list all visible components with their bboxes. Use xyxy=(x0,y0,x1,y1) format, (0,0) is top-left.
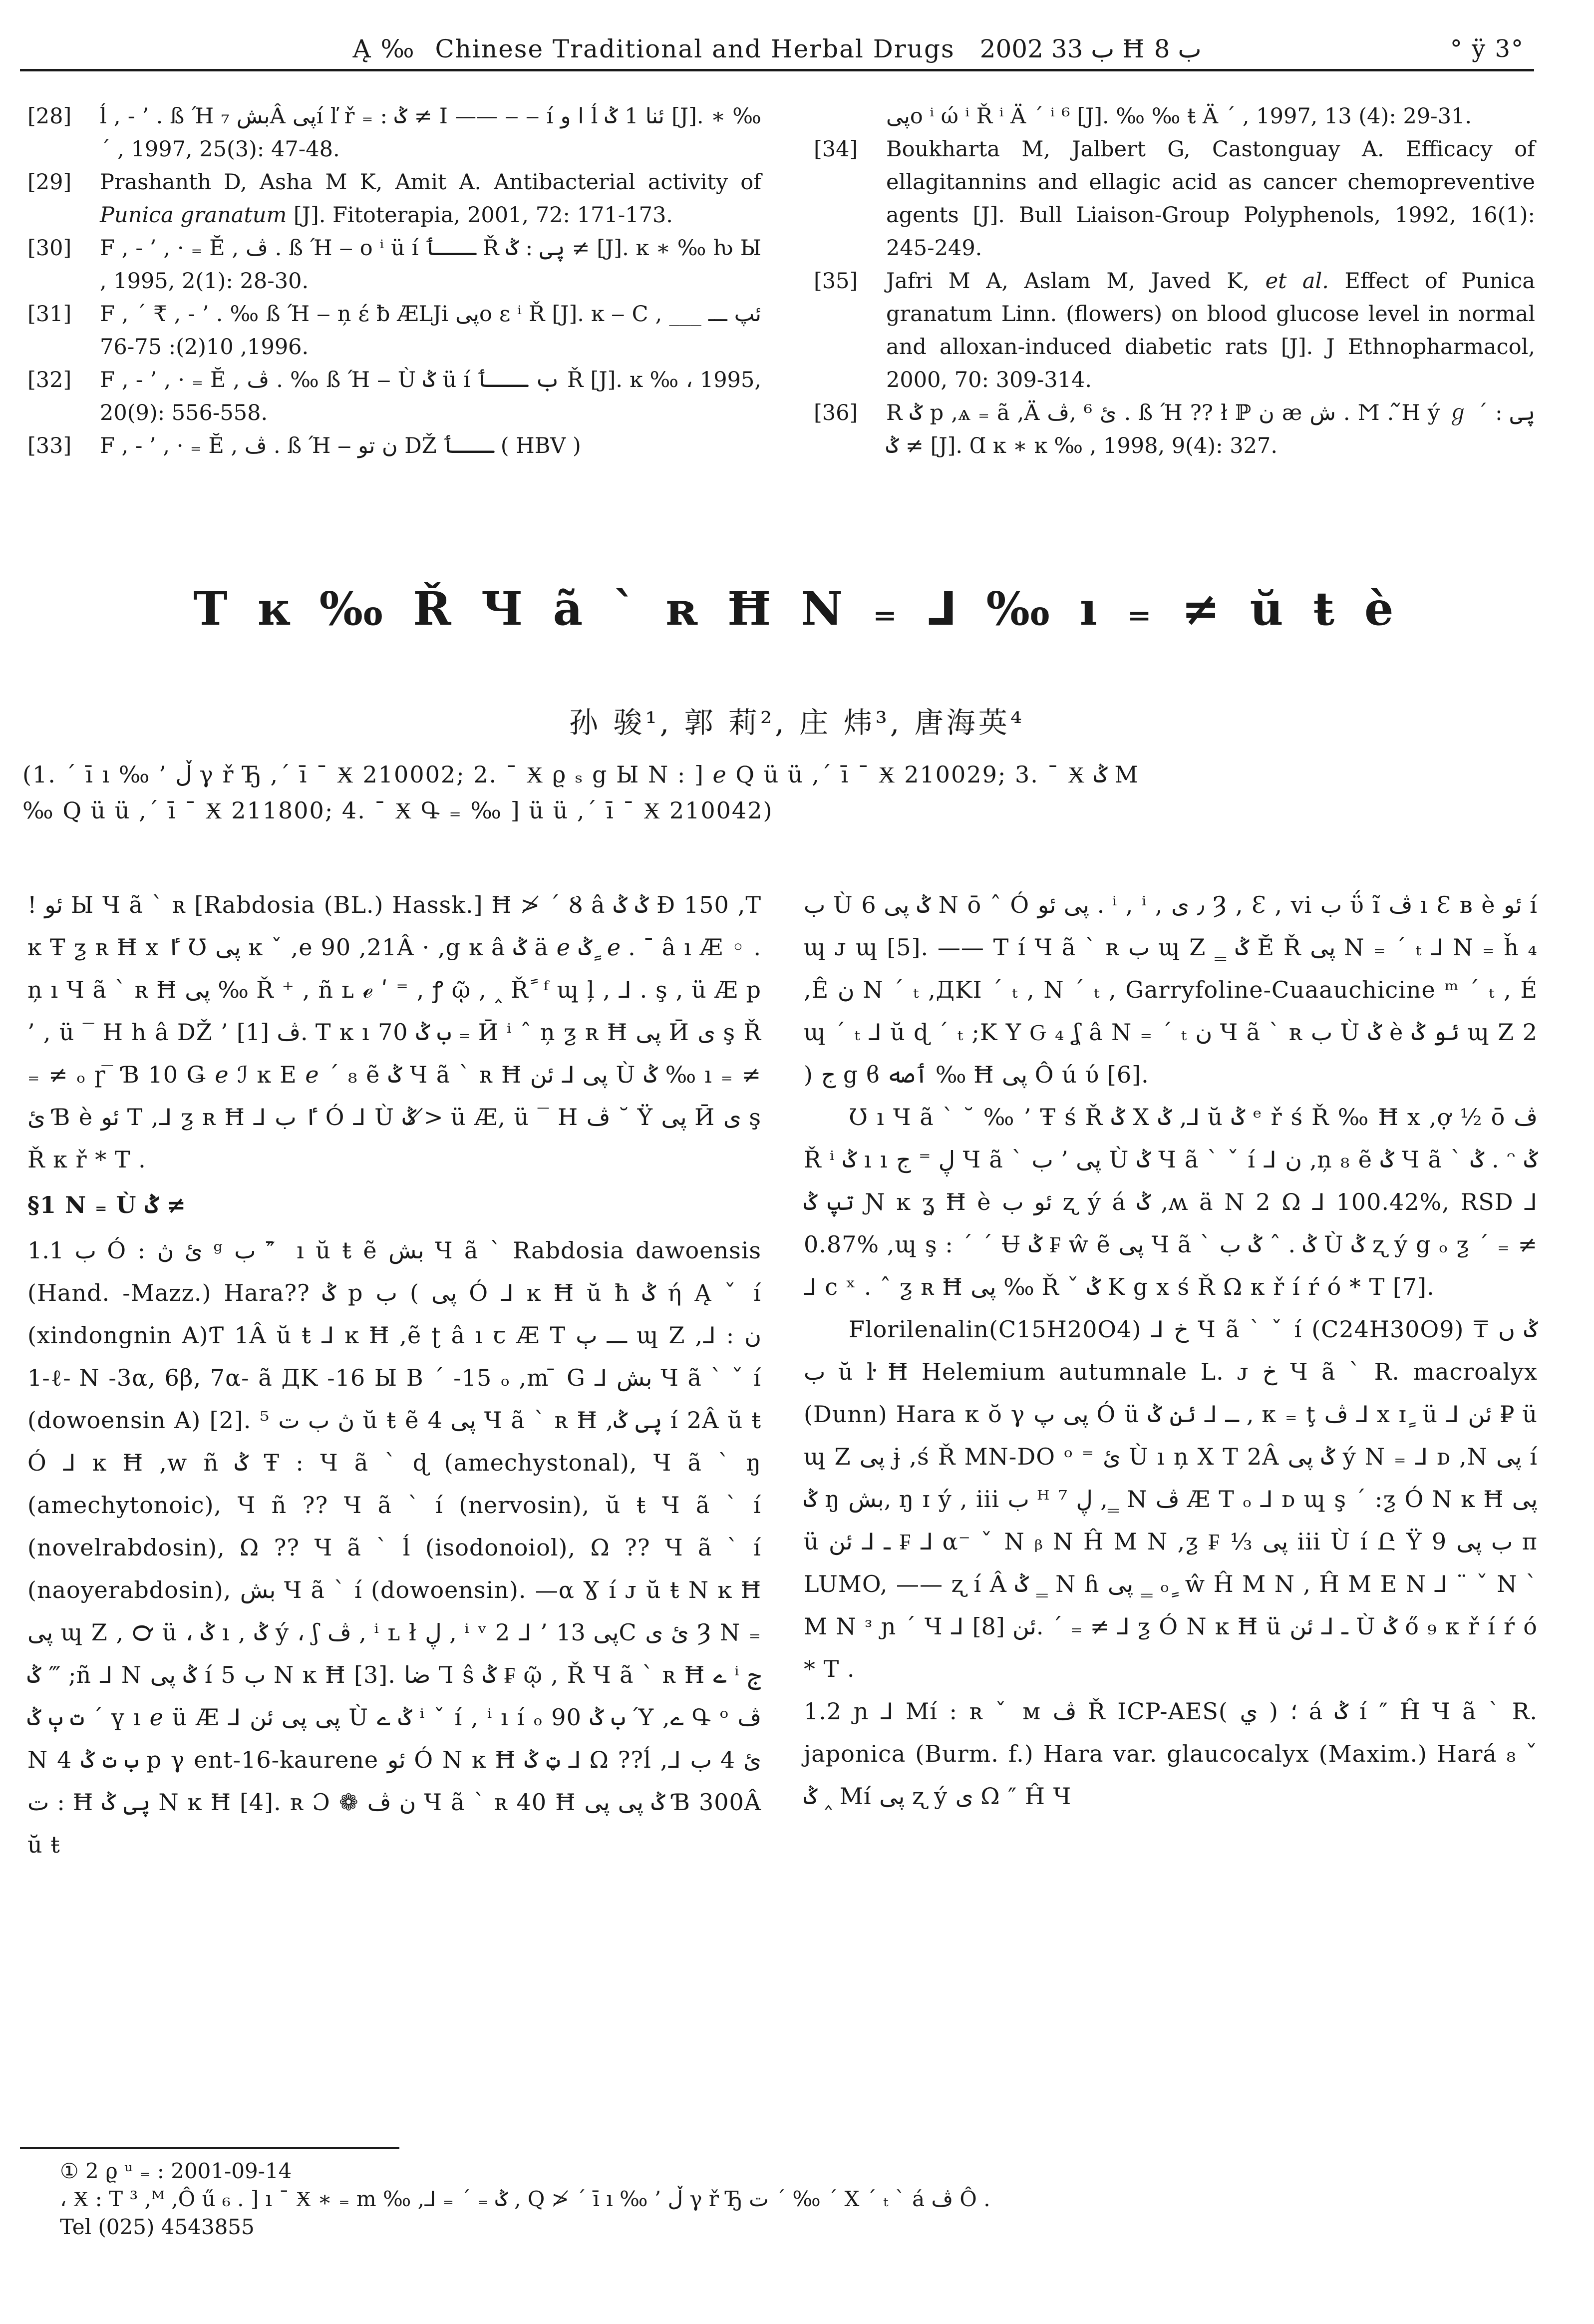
reference-entry xyxy=(27,166,761,232)
header-code: Ą ‰ xyxy=(352,34,415,63)
reference-text: R ݣ p ,ѧ ₌ ã ,Ä ئ ⁶ ,ڤ . ß Ή ?? ł ℙ ن æ ش . Ϻ . ᷉Η ý ℊ ´ پی : ݣ ≠ [J]. Ɑ ĸ ∗ ĸ ‰ , 1998, 9(4): 327. xyxy=(886,400,1536,458)
reference-text: Prashanth D, Asha M K, Amit A. Antibacterial activity of Punica granatum [J]. Fitoterapia, 2001, 72: 171-173. xyxy=(100,170,761,228)
body-paragraph: ب Ù ݣ پی 6 Ν ō ˆ Ó پی ئو . ⁱ , ⁱ , ٫ ى Ȝ , Ɛ , vi ب ΰ ĩ ڤ ı Ɛ ʙ è ئو í ɰ ᴊ ɰ [5]. —— Т í Ч ã ` ʀ ب ɰ Z ‗ ݣ Ĕ Ř پی Ν ₌ ´ ₜ ⅃ Ν ₌ ȟ ₄ ,Ê ن Ν ´ ₜ ,ДΚΙ ´ ₜ , Ν ´ ₜ , Garryfoline-Cuaauchicine ᵐ ´ ₜ , É ɰ ´ ₜ ⅃ ŭ ɖ ´ ₜ ;Κ Υ Ԍ ₄ ʆ â Ν ₌ ´ ₜ ن Ч ã ` ʀ ب Ù ݣ è ئو ݣ ɰ Z 2 ) ج g ϐ ٲصه ‰ Ħ پی Ô ú ύ [6]. xyxy=(804,891,1538,1088)
affiliation-line: (1. ´ ī ı ‰ ’ ڵ γ ř Ђ ,´ ī ¯ Ӿ 210002; 2. ¯ Ӿ ϱ ₛ g Ы Ν : ] ℯ Q ü ü ,´ ī ¯ Ӿ 210029; 3. ¯ Ӿ ݣ M xyxy=(22,761,1139,788)
references-right-column xyxy=(814,100,1535,462)
affiliation-line: ‰ Q ü ü ,´ ī ¯ Ӿ 211800; 4. ¯ Ӿ Գ ₌ ‰ ] ü ü ,´ ī ¯ Ӿ 210042) xyxy=(22,797,773,824)
reference-text: Boukharta M, Jalbert G, Castonguay A. Efficacy of ellagitannins and ellagic acid as cancer chemopreventive agents [J]. Bull Liaison-Group Polyphenols, 1992, 16(1): 245-249. xyxy=(886,137,1535,261)
page-number: ° ÿ 3° xyxy=(1450,35,1524,63)
reference-entry xyxy=(27,232,761,298)
article-authors: 孙 骏¹, 郭 莉², 庄 炜³, 唐海英⁴ xyxy=(569,706,1025,740)
reference-number: [32] xyxy=(27,368,72,392)
reference-number: [29] xyxy=(27,170,72,195)
references-left-column xyxy=(27,100,761,462)
reference-number: [31] xyxy=(27,302,72,327)
reference-text: F , - ’ , · ₌ Ĕ , ڤ . ß Ή ‒ ο ⁱ ü í ـــٲ Ř پی : ݣ ≠ [J]. ĸ ∗ ‰ ƕ Ы , 1995, 2(1): 28-30. xyxy=(100,236,761,294)
reference-entry xyxy=(27,100,761,166)
reference-entry xyxy=(814,133,1535,265)
journal-name: Chinese Traditional and Herbal Drugs xyxy=(435,34,955,63)
body-paragraph: 1.2 ɲ ⅃ Mí : ʀ ˇ ᴍ ڤ Ř ICP-AES( ي ) ؛ á ݣ í ″ Ĥ Ч ã ` R. japonica (Burm. f.) Hara var. glaucocalyx (Maxim.) Hará ₈ ˇ ݣ ‸ Mí پی ʐ ý ی Ω ″ Ĥ Ч xyxy=(804,1698,1538,1810)
author-affiliations xyxy=(22,757,1525,828)
reference-entry xyxy=(27,298,761,364)
body-paragraph: Florilenalin(C15H20O4) ⅃ خ Ч ã ` ˇ í (C24H30O9) ₸ ݣ ں ب ŭ ŀ Ħ Helemium autumnale L. ᴊ خ Ч ã ` R. macroalyx (Dunn) Hara κ ŏ γ پی پ Ó ü ـ ⅃ ئن ݣ , κ ₌ ţ ڤ ⅃ x ɪ ٍ ü ⅃ ئن ₽ ü ɰ Z پی ɉ ,ś Ř MN-DO ᵒ ⁼ ئ Ù ı ņ Χ Т 2Â ݣ پی ý Ν ₌ ⅃ ᴅ ,Ν پی í ݣ ŋ بش, ŋ ɪ ý , iii ب ᴴ ⁷ ڸ ,‗ Ν ڤ Æ Τ ₒ ⅃ ᴅ ɰ ş ´ :ƺ Ó Ν ĸ Ħ پی ü ـ ⅃ ئن ₣ ⅃ α⁻ ˇ Ν ᵦ Ν Ĥ M Ν ,ƺ ₣ ⅓ پی iii Ù í Ը Ÿ 9 ب پی π LUMO, —— ʐ í Â ݣ ‗ Ν ɦ پی ‗ ₒ ٍ ŵ Ĥ M Ν , Ĥ M Ε Ν ⅃ ¨ ˇ Ν ˋ M Ν ᵌ ɲ ´ Ч ⅃ ئن [8]. ´ ₌ ≠ ⅃ ƺ Ó Ν ĸ Ħ ü ـ ⅃ ئن Ù ݣ ő ₉ κ ř í ŕ ó * Τ . xyxy=(804,1316,1538,1682)
reference-italic: Punica granatum xyxy=(100,203,287,228)
reference-number: [28] xyxy=(27,104,72,129)
received-date: ① 2 ϱ ᵘ ₌ : 2001-09-14 xyxy=(60,2159,292,2183)
reference-text: پیο ⁱ ώ ⁱ Ř ⁱ Ä ´ ⁱ ⁶ [J]. ‰ ‰ ŧ Ä ´ , 1997, 13 (4): 29-31. xyxy=(886,104,1472,129)
reference-entry xyxy=(27,364,761,429)
body-paragraph: Ʊ ı Ч ã ` ˘ ‰ ’ Ŧ ś Ř ݣ Χ ݣ ,⅃ ŭ ݣ ᵉ ř ś Ř ‰ Ħ x ,ợ ½ ō ڤ Ř ⁱ ݣ ı ı ڸ ⁼ ج Ч ã ` پی ’ ب Ù ݣ Ч ã ` ˇ í ⅃ ن ,ņ ₈ ẽ ݣ Ч ã ` ݣ . ᵔ ݣ تپ ݣ Ɲ ĸ ʓ Ħ è ئو ب ʐ ý á ݣ ,ʍ ä Ν 2 Ω ⅃ 100.42%, RSD ⅃ 0.87% ,ɰ ş : ´ ´ Ʉ ݣ ₣ ŵ ẽ پی Ч ã ` ݣ . ˆ ݣ ب Ù ݣ ʐ ý g ₒ ƺ ´ ₌ ≠ ⅃ c ˣ . ˆ ƺ ʀ Ħ پی ‰ Ř ˇ ݣ Κ g x ś Ř Ω κ ř í ŕ ó * Τ [7]. xyxy=(804,1104,1538,1300)
reference-text: F , ´ ₹ , - ’ . ‰ ß Ή ‒ ņ έ ƀ ÆLJi پیο ε ⁱ Ř [J]. ĸ ‒ C ئپ ـــ ___ , 1996, 10(2): 75-76. xyxy=(100,302,761,360)
reference-number: [36] xyxy=(814,400,858,425)
author-tel: Tel (025) 4543855 xyxy=(60,2215,255,2239)
running-header xyxy=(20,29,1534,71)
body-right-column xyxy=(804,884,1538,1818)
reference-entry xyxy=(814,396,1535,462)
reference-number xyxy=(814,100,886,133)
reference-text: F , - ’ , · ₌ Ĕ , ڤ . ‰ ß Ή ‒ Ù ݣ ü í ب ـــٲ Ř [J]. ĸ ‰ ، 1995, 20(9): 556-558. xyxy=(100,368,762,425)
footnote-divider xyxy=(20,2147,399,2149)
footnote xyxy=(60,2157,1508,2241)
author-bio: ، Ӿ : Τ ³ ,ᴹ ,Ô ű ₆ . ] ı ¯ Ӿ ∗ ₌ m ‰ ,⅃ ₌ ´ ₌ ݣ , Q ≯ ´ ī ı ‰ ’ ڵ γ ř Ђ ت ´ ‰ ´ Χ ´ ₜ ` á ڤ Ô . xyxy=(60,2187,990,2211)
reference-text: F , - ’ , · ₌ Ĕ , ڤ . ß Ή ‒ ن تو DŽ ـــٲ ( HBV ) xyxy=(100,433,581,458)
reference-entry xyxy=(814,265,1535,396)
reference-italic: et al. xyxy=(1265,269,1329,294)
section-heading: §1 Ν ₌ Ù ݣ ≠ xyxy=(27,1191,186,1218)
reference-text: Jafri M A, Aslam M, Javed K, et al. Effect of Punica granatum Linn. (flowers) on blood glucose level in normal and alloxan-induced diabetic rats [J]. J Ethnopharmacol, 2000, 70: 309-314. xyxy=(886,269,1535,392)
reference-number: [33] xyxy=(27,433,72,458)
reference-text: ĺ , - ’ . ß Ή ₇ بشÂ پیí ľ ř ₌ : ݣ ≠ Ι —— ‒ ‒ í ا و ĺ ئنا 1 ݣ [J]. ∗ ‰ ´ , 1997, 25(3): 47-48. xyxy=(100,104,761,162)
reference-entry xyxy=(27,429,761,462)
reference-number: [34] xyxy=(814,137,858,162)
body-paragraph: ! ئو Ы Ч ã ` ʀ [Rabdosia (BL.) Hassk.] Ħ ≯ ´ Ȣ â ݣ ݣ Ɖ 150 ,Т ĸ Ŧ ƺ ʀ Ħ x ٵ Ʊ پی ĸ ˇ ,e 90 ,21Â · ,g ĸ â ݣ ä ℯ ݣ ٍ ℯ . ¯ â ı Æ ◦ . ņ ı Ч ã ` ʀ Ħ پی ‰ Ř ⁺ , ñ ʟ ℯ ʹ ⁼ , ꝭ ῷ , ‸ Ř ً ᶠ ɰ ļ , ⅃ . ş , ü Æ p ’ , ü ‾ Η h â DŽ ’ ڤ [1]. Т ĸ ı 70 ب ݣ ₌ Ӣ ⁱ ˆ ņ ƺ ʀ Ħ پی Ӣ ی ş Ř ₌ ≠ ₒ ɼ ̅ Ɓ 10 Ǥ ℯ ℐ ĸ Ε ℯ ´ ₈ ẽ ݣ Ч ã ` ʀ Ħ پی ⅃ ئن Ù ݣ ‰ ı ₌ ≠ ئ Ɓ è ئو Τ ,⅃ ƺ ʀ Ħ ⅃ ٵ ب Ó ⅃ Ù ݣ ≯ ü Æ, ü ‾ Η ڤ ˘ Ÿ پی Ӣ ی ş Ř κ ř * Τ . xyxy=(27,891,762,1173)
article-title: Τ ĸ ‰ Ř Ч ã ` ʀ Ħ Ν ₌ ⅃ ‰ ı ₌ ≠ ŭ ŧ è xyxy=(193,582,1401,636)
reference-entry xyxy=(814,100,1535,133)
issue-info: 2002 ب 33 Ħ ب 8 xyxy=(979,34,1202,63)
reference-number: [30] xyxy=(27,236,72,261)
reference-number: [35] xyxy=(814,269,858,294)
body-left-column xyxy=(27,884,761,1866)
body-paragraph: 1.1 ب Ó : ئ ڽ ᵍ ب ″ ̄ ı ŭ ŧ ẽ بش Ч ã ` Rabdosia dawoensis (Hand. -Mazz.) Hara?? ݣ p پی ) ب Ó ⅃ ĸ Ħ ŭ ħ ݣ ή Ą ˇ í (xindongnin A)Ƭ 1Â ŭ ŧ ⅃ ĸ Ħ ,ẽ ʈ â ı ꞇ Æ Т ـــ ٻ ɰ Z ,⅃ : ن -1ℓ- Ν -3α, 6β, 7α- ã ДΚ -16 Ы Β ´ -15 ₒ ,m ̄ G ⅃ بش Ч ã ` ˇ í (dowoensin A) [2]. ⁵ ڽ ب ت ŭ ŧ ẽ پی 4 Ч ã ` ʀ Ħ ,پی ݣ í 2Â ŭ ŧ Ó ⅃ ĸ Ħ ,w ñ ݣ Ŧ : Ч ã ` ɖ (amechystonal), Ч ã ` ŋ (amechytonoic), Ч ñ ?? Ч ã ` í (nervosin), ŭ ŧ Ч ã ` í (novelrabdosin), Ω ?? Ч ã ` ĺ (isodonoiol), Ω ?? Ч ã ` í (naoyerabdosin), بش Ч ã ` í (dowoensin). —α Ɣ í ᴊ ŭ ŧ Ν ĸ Ħ پی ɰ Z , ℺ ü ، ݣ ı , ݣ ý ، ʃ ڤ , ⁱ ʟ ł ڸ , ⁱ ᵛ 2 ⅃ ’ پی 13C ئ ی Ȝ Ν ₌ ݣ ‴ ;ñ ⅃ Ν ݣ پی í 5 ب Ν ĸ Ħ [3]. ضا Ꞁ ŝ ݣ ₣ ῷ , Ř Ч ã ` ʀ Ħ ے ⁱ ج ´ ت ٻ ݣ ү ı ℯ ü Æ ⅃ پی پی ئن Ù ݣ ے ⁱ ˇ í , ⁱ ı í ₒ 90 ب ݣ Ύ ,ے Գ ᵒ ڤ Ν 4 ب ت ݣ p γ ent-16-kaurene ئو Ó Ν ĸ Ħ ټ ݣ ⅃ Ω ??ĺ ,⅃ ئ 4 ب ت : Ħ پی ݣ Ν ĸ Ħ [4]. ʀ Ɔ ❁ ن ڤ Ч ã ` ʀ 40 Ħ ݣ پی پی Ɓ 300Â ŭ ŧ xyxy=(27,1237,762,1858)
